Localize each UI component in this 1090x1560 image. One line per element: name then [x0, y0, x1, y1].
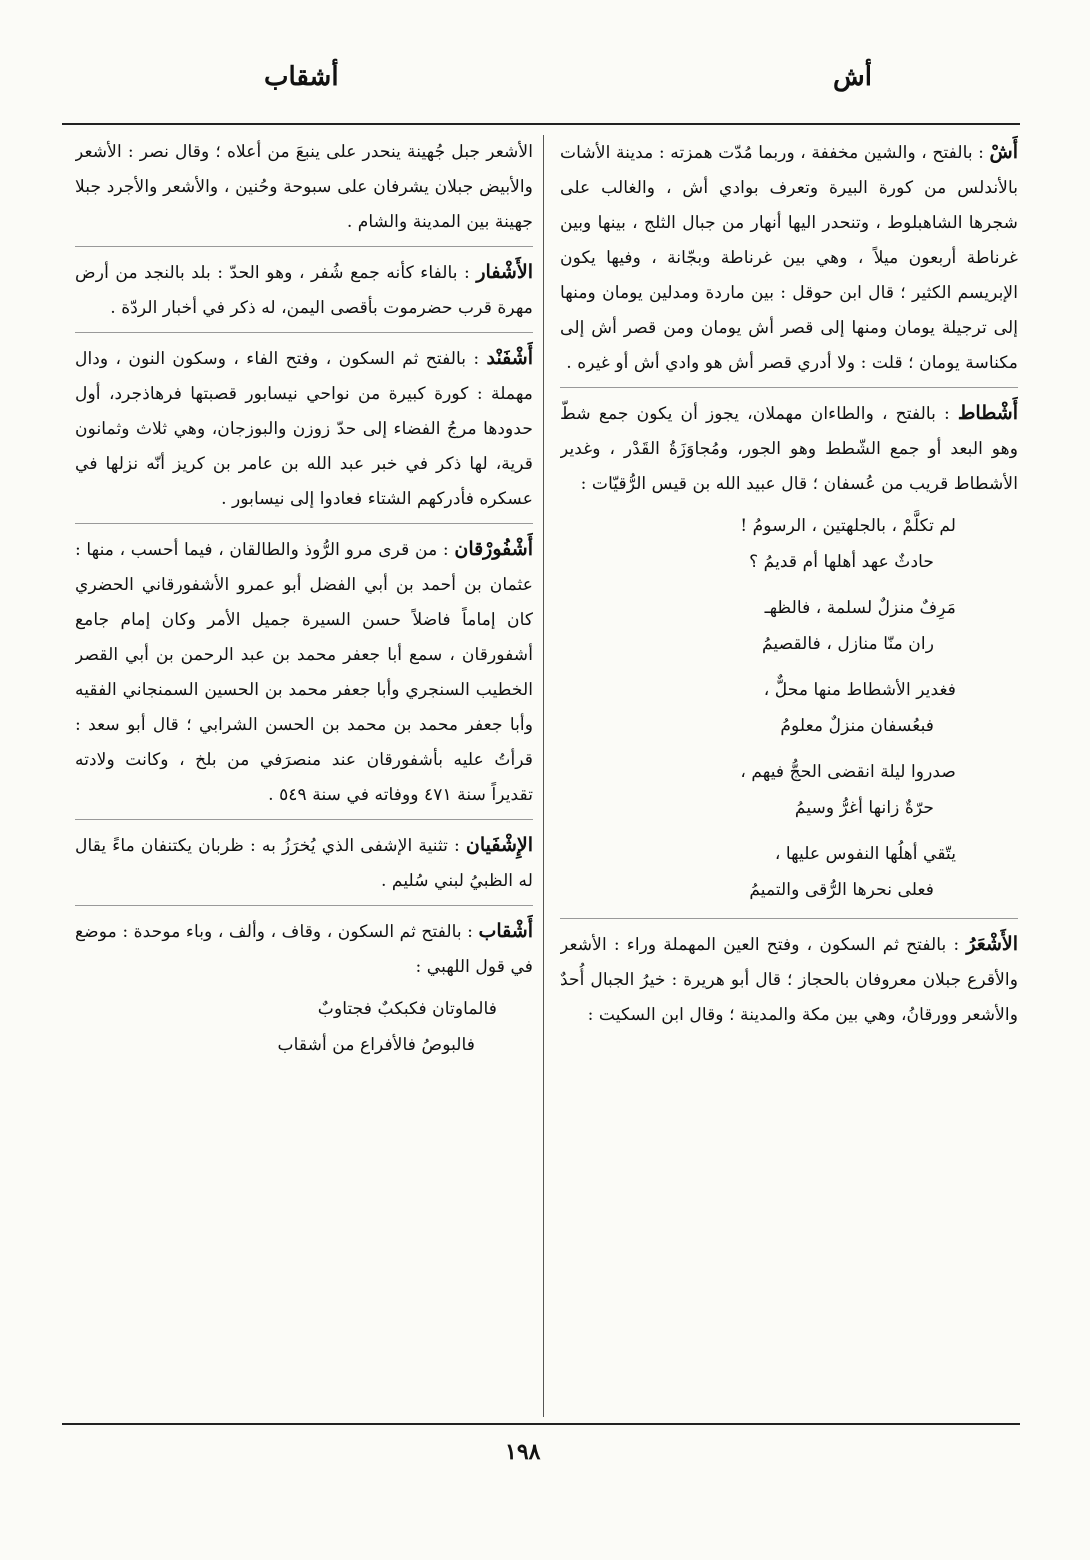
headword: أَشْفُورْقان — [454, 538, 533, 560]
verse-block — [560, 590, 1018, 662]
headword: أَشْقاب — [478, 920, 533, 942]
verse-line: لم تكلَّمْ ، بالجلهتين ، الرسومُ ! — [740, 516, 956, 536]
verse-block — [560, 836, 1018, 908]
entry-ash — [560, 135, 1018, 381]
entry-ishfayan — [75, 828, 533, 899]
verse-block — [75, 991, 533, 1063]
headword: الأَشْفار — [476, 261, 533, 283]
header-rule — [62, 123, 1020, 125]
entry-divider — [75, 332, 533, 333]
left-running-title: أشقاب — [264, 62, 339, 92]
verse-line: فعلى نحرها الرُّقى والتميمُ — [749, 880, 934, 900]
headword: الأَشْعَرُ — [966, 933, 1018, 955]
entry-divider — [75, 819, 533, 820]
verse-line: حرّةٌ زانها أغرُّ وسيمُ — [794, 798, 934, 818]
entry-ashfurqan — [75, 532, 533, 813]
entry-ashqab — [75, 914, 533, 1063]
verse-block — [560, 508, 1018, 580]
entry-divider — [560, 918, 1018, 919]
page-number: ١٩٨ — [505, 1439, 541, 1465]
entry-text: الأشعر جبل جُهينة ينحدر على ينبعَ من أعلاه ؛ وقال نصر : الأشعر والأبيض جبلان يشرفان على سبوحة وحُنين ، والأشعر والأجرد جبلا جهينة بين المدينة والشام . — [75, 142, 533, 232]
entry-text: : بالفتح ثم السكون ، وفتح العين المهملة وراء : الأشعر والأقرع جبلان معروفان بالحجاز ؛ قال أبو هريرة : خيرُ الجبال أُحدٌ والأشعر وورقانُ، وهي بين مكة والمدينة ؛ وقال ابن السكيت : — [560, 935, 1018, 1025]
entry-divider — [75, 905, 533, 906]
column-divider — [543, 135, 544, 1417]
entry-text: : بالفاء كأنه جمع شُفر ، وهو الحدّ : بلد بالنجد من أرض مهرة قرب حضرموت بأقصى اليمن، له ذكر في أخبار الردّة . — [75, 263, 533, 318]
footer-rule — [62, 1423, 1020, 1425]
entry-divider — [75, 523, 533, 524]
entry-ashar — [560, 927, 1018, 1033]
entry-divider — [75, 246, 533, 247]
verse-line: ران منّا منازل ، فالقصيمُ — [761, 634, 934, 654]
verse-line: فبعُسفان منزلٌ معلومُ — [780, 716, 934, 736]
headword: أَشْ — [989, 141, 1018, 163]
verse-line: فالبوصُ فالأفراع من أشقاب — [277, 1035, 475, 1055]
headword: أَشْطاط — [957, 402, 1018, 424]
verse-line: فالماوتان فكبكبٌ فجتاوبٌ — [317, 999, 497, 1019]
verse-block — [560, 672, 1018, 744]
entry-text: : بالفتح ثم السكون ، وفتح الفاء ، وسكون النون ، ودال مهملة : كورة كبيرة من نواحي نيسابور قصبتها فرهاذجرد، أول حدودها مرجُ الفضاء إلى حدّ زوزن والبوزجان، وهي ثلاث وثمانون قرية، لها ذكر في خبر عبد الله بن عامر بن كريز أنّه نزلها في عسكره فأدركهم الشتاء فعادوا إلى نيسابور . — [75, 349, 533, 509]
entry-divider — [560, 387, 1018, 388]
left-column — [75, 135, 533, 1417]
verse-block — [560, 754, 1018, 826]
right-column — [560, 135, 1018, 1417]
entry-ashtat — [560, 396, 1018, 908]
verse-line: صدروا ليلة انقضى الحجُّ فيهم ، — [740, 762, 956, 782]
headword: أَشْفَنْد — [486, 347, 533, 369]
verse-line: مَرِفٌ منزلٌ لسلمة ، فالظهـ — [764, 598, 956, 618]
verse-line: فغدير الأشطاط منها محلٌّ ، — [763, 680, 956, 700]
entry-text: : بالفتح ثم السكون ، وقاف ، وألف ، وباء موحدة : موضع في قول اللهبي : — [75, 922, 533, 977]
right-running-title: أش — [833, 62, 872, 92]
entry-ashar-continued — [75, 135, 533, 240]
headword: الإِشْفَيان — [465, 834, 533, 856]
entry-ashfar — [75, 255, 533, 326]
entry-text: : بالفتح ، والشين مخففة ، وربما مُدّت همزته : مدينة الأشات بالأندلس من كورة البيرة وتعرف بوادي أش ، والغالب على شجرها الشاهبلوط ، وتنحدر اليها أنهار من جبال الثلج ، بينها وبين غرناطة أربعون ميلاً ، وهي بين غرناطة وبجّانة ، وفيها يكون الإبريسم الكثير ؛ قال ابن حوقل : بين ماردة ومدلين يومان ومنها إلى ترجيلة يومان ومنها إلى قصر أش يومان ومن قصر أش إلى مكناسة يومان ؛ قلت : ولا أدري قصر أش هو وادي أش أو غيره . — [560, 143, 1018, 373]
entry-text: : من قرى مرو الرُّوذ والطالقان ، فيما أحسب ، منها : عثمان بن أحمد بن أبي الفضل أبو عمرو الأشفورقاني الحضري كان إماماً فاضلاً حسن السيرة جميل الأمر وكان إمام جامع أشفورقان ، سمع أبا جعفر محمد بن عبد الرحمن بن أبي القصر الخطيب السنجري وأبا جعفر محمد بن الحسين السمنجاني الفقيه وأبا جعفر محمد بن محمد بن الحسن الشرابي ؛ قال أبو سعد : قرأتُ عليه بأشفورقان عند منصرَفي من بلخ ، وكانت ولادته تقديراً سنة ٤٧١ ووفاته في سنة ٥٤٩ . — [75, 540, 533, 805]
entry-text: : تثنية الإشفى الذي يُخرَزُ به : ظربان يكتنفان ماءً يقال له الظبيُ لبني سُليم . — [75, 836, 533, 891]
entry-text: : بالفتح ، والطاءان مهملان، يجوز أن يكون جمع شطّ وهو البعد أو جمع الشّطط وهو الجور، ومُجاوَزَةُ القَدْر ، وغدير الأشطاط قريب من عُسفان ؛ قال عبيد الله بن قيس الرُّقيّات : — [560, 404, 1018, 494]
verse-line: حادثٌ عهد أهلها أم قديمُ ؟ — [749, 552, 934, 572]
entry-ashfand — [75, 341, 533, 517]
verse-line: يتّقي أهلُها النفوس عليها ، — [774, 844, 956, 864]
